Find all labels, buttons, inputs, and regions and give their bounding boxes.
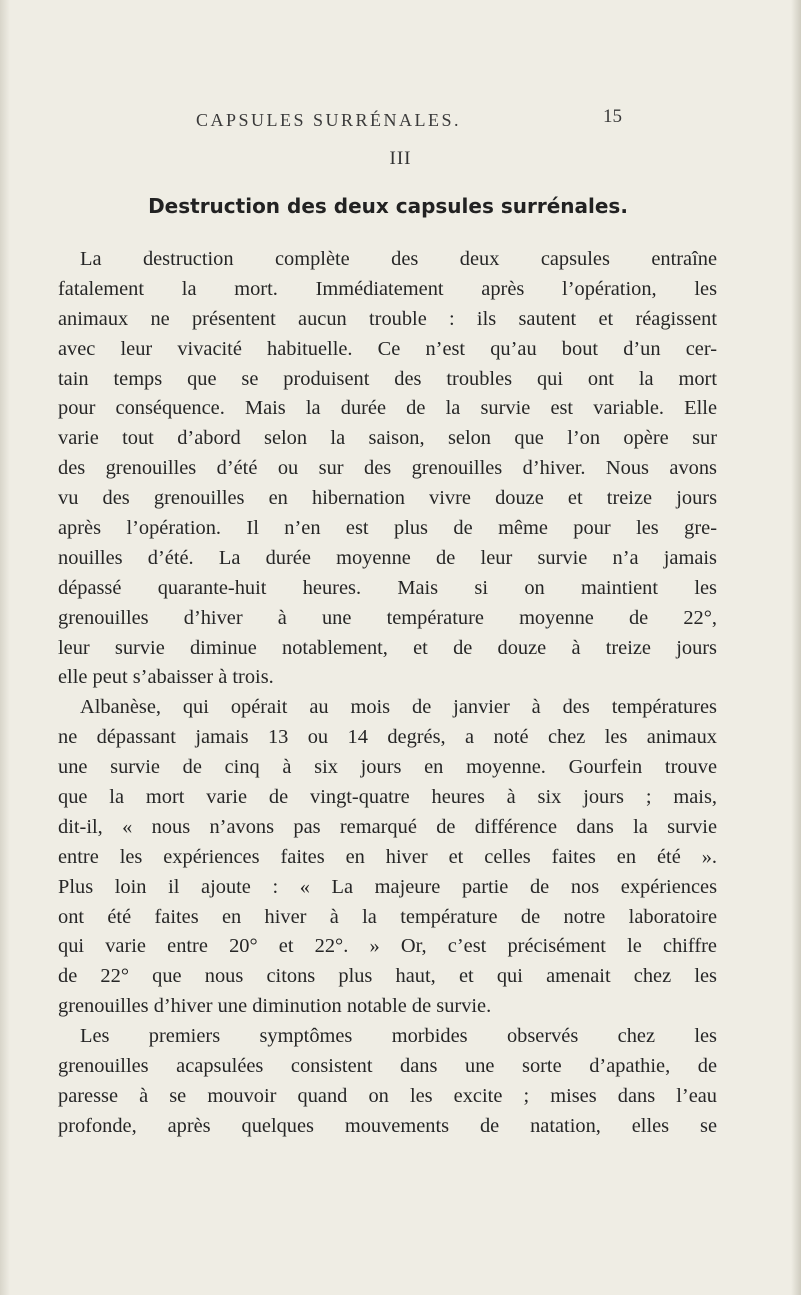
text-line: varie tout d’abord selon la saison, selon que l’on opère sur bbox=[58, 427, 717, 450]
text-line: après l’opération. Il n’en est plus de même pour les gre- bbox=[58, 517, 717, 540]
text-line: elle peut s’abaisser à trois. bbox=[58, 666, 274, 689]
text-line: de 22° que nous citons plus haut, et qui amenait chez les bbox=[58, 965, 717, 988]
text-line: paresse à se mouvoir quand on les excite ; mises dans l’eau bbox=[58, 1084, 717, 1107]
text-line: vu des grenouilles en hibernation vivre douze et treize jours bbox=[58, 487, 717, 510]
text-line: Plus loin il ajoute : « La majeure partie de nos expériences bbox=[58, 875, 717, 898]
text-line: dit-il, « nous n’avons pas remarqué de différence dans la survie bbox=[58, 815, 717, 838]
section-title: Destruction des deux capsules surrénales. bbox=[148, 194, 628, 218]
text-line: grenouilles acapsulées consistent dans une sorte d’apathie, de bbox=[58, 1055, 717, 1078]
text-line: fatalement la mort. Immédiatement après l’opération, les bbox=[58, 277, 717, 300]
text-line: grenouilles d’hiver une diminution notable de survie. bbox=[58, 995, 492, 1018]
page-number: 15 bbox=[603, 106, 622, 127]
text-line: nouilles d’été. La durée moyenne de leur survie n’a jamais bbox=[58, 546, 717, 569]
running-head: CAPSULES SURRÉNALES. bbox=[196, 110, 462, 130]
text-line: entre les expériences faites en hiver et celles faites en été ». bbox=[58, 845, 717, 868]
text-line: Albanèse, qui opérait au mois de janvier à des températures bbox=[80, 696, 717, 719]
text-line: une survie de cinq à six jours en moyenne. Gourfein trouve bbox=[58, 756, 717, 779]
section-number: III bbox=[389, 148, 412, 169]
text-line: ne dépassant jamais 13 ou 14 degrés, a noté chez les animaux bbox=[58, 726, 717, 749]
text-line: tain temps que se produisent des troubles qui ont la mort bbox=[58, 367, 717, 390]
text-line: ont été faites en hiver à la température de notre laboratoire bbox=[58, 905, 717, 928]
text-line: pour conséquence. Mais la durée de la survie est variable. Elle bbox=[58, 397, 717, 420]
text-line: leur survie diminue notablement, et de douze à treize jours bbox=[58, 636, 717, 659]
text-line: qui varie entre 20° et 22°. » Or, c’est précisément le chiffre bbox=[58, 935, 717, 958]
text-line: profonde, après quelques mouvements de natation, elles se bbox=[58, 1114, 717, 1137]
text-line: grenouilles d’hiver à une température moyenne de 22°, bbox=[58, 606, 717, 629]
text-line: dépassé quarante-huit heures. Mais si on maintient les bbox=[58, 576, 717, 599]
text-line: que la mort varie de vingt-quatre heures à six jours ; mais, bbox=[58, 786, 717, 809]
text-line: animaux ne présentent aucun trouble : ils sautent et réagissent bbox=[58, 307, 717, 330]
page-gutter-right bbox=[791, 0, 801, 1295]
page-gutter-left bbox=[0, 0, 10, 1295]
text-line: Les premiers symptômes morbides observés chez les bbox=[80, 1025, 717, 1048]
text-line: La destruction complète des deux capsules entraîne bbox=[80, 248, 717, 270]
text-line: des grenouilles d’été ou sur des grenouilles d’hiver. Nous avons bbox=[58, 457, 717, 480]
body-text bbox=[58, 245, 717, 1142]
text-line: avec leur vivacité habituelle. Ce n’est qu’au bout d’un cer- bbox=[58, 337, 717, 360]
